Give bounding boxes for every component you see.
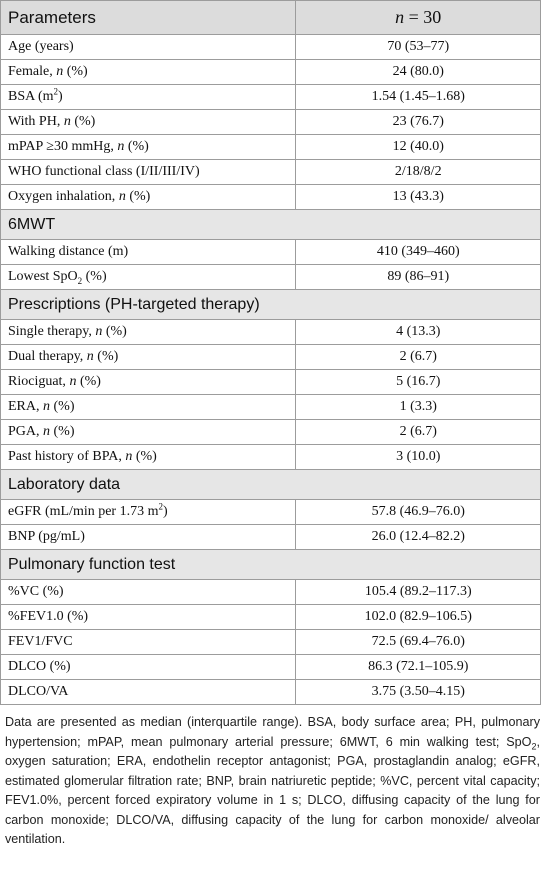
table-row (1, 345, 541, 370)
table-footnote (5, 713, 540, 850)
label-suffix: (%) (132, 449, 157, 464)
label-suffix: ) (163, 504, 168, 519)
label-suffix: (%) (82, 269, 107, 284)
label-superscript: 2 (158, 501, 163, 512)
parameter-value: 105.4 (89.2–117.3) (296, 580, 541, 605)
label-text: DLCO (%) (8, 659, 71, 674)
header-n (296, 1, 541, 35)
label-italic: n (63, 114, 71, 129)
section-label: 6MWT (1, 210, 541, 240)
parameter-value: 102.0 (82.9–106.5) (296, 605, 541, 630)
label-text: %FEV1.0 (%) (8, 609, 89, 624)
parameter-label (1, 500, 296, 525)
label-text: Lowest SpO (8, 269, 78, 284)
table-row (1, 160, 541, 185)
table-row (1, 580, 541, 605)
label-italic: n (118, 189, 126, 204)
header-n-rest: = 30 (404, 7, 442, 27)
table-body (1, 35, 541, 705)
label-italic: n (69, 374, 77, 389)
table-row (1, 320, 541, 345)
parameter-value: 1.54 (1.45–1.68) (296, 85, 541, 110)
parameter-value: 1 (3.3) (296, 395, 541, 420)
parameter-value: 26.0 (12.4–82.2) (296, 525, 541, 550)
table-row (1, 110, 541, 135)
table-row (1, 500, 541, 525)
table-row (1, 525, 541, 550)
parameter-value: 86.3 (72.1–105.9) (296, 655, 541, 680)
parameter-label (1, 345, 296, 370)
label-suffix: (%) (124, 139, 149, 154)
table-row (1, 60, 541, 85)
parameter-value: 3.75 (3.50–4.15) (296, 680, 541, 705)
label-suffix: (%) (93, 349, 119, 364)
parameter-label (1, 395, 296, 420)
parameter-label (1, 580, 296, 605)
label-text: Oxygen inhalation, (8, 189, 119, 204)
parameter-value: 5 (16.7) (296, 370, 541, 395)
parameter-label (1, 60, 296, 85)
parameter-label (1, 35, 296, 60)
parameter-label (1, 525, 296, 550)
table-row (1, 370, 541, 395)
label-text: DLCO/VA (8, 684, 69, 699)
table-row (1, 395, 541, 420)
label-text: Past history of BPA, (8, 449, 126, 464)
parameter-label (1, 320, 296, 345)
label-suffix: (%) (70, 114, 96, 129)
parameter-value: 2/18/8/2 (296, 160, 541, 185)
label-suffix: (%) (102, 324, 127, 339)
label-text: Age (years) (8, 39, 74, 54)
section-header-row (1, 470, 541, 500)
table-row (1, 420, 541, 445)
parameter-label (1, 445, 296, 470)
parameter-value: 24 (80.0) (296, 60, 541, 85)
label-suffix: (%) (50, 399, 75, 414)
table-row (1, 655, 541, 680)
footnote-part2: , oxygen saturation; ERA, endothelin receptor antagonist; PGA, prostaglandin analog; eGFR, estimated glomerular filtration rate; BNP, brain natriuretic peptide; %VC, percent vital capacity; FEV1.0%, percent forced expiratory volume in 1 s; DLCO, diffusing capacity of the lung for carbon monoxide; DLCO/VA, diffusing capacity of the lung for carbon monoxide/ alveolar ventilation. (5, 734, 540, 846)
table-row (1, 185, 541, 210)
label-superscript: 2 (53, 86, 59, 97)
label-text: WHO functional class (I/II/III/IV) (8, 164, 200, 179)
label-text: PGA, (8, 424, 44, 439)
label-suffix: (%) (125, 189, 151, 204)
label-text: Dual therapy, (8, 349, 87, 364)
parameter-value: 3 (10.0) (296, 445, 541, 470)
label-italic: n (86, 349, 94, 364)
table-row (1, 240, 541, 265)
label-text: eGFR (mL/min per 1.73 m (8, 504, 159, 519)
parameter-value: 13 (43.3) (296, 185, 541, 210)
table-header-row (1, 1, 541, 35)
label-text: %VC (%) (8, 584, 64, 599)
table-row (1, 630, 541, 655)
label-italic: n (95, 324, 103, 339)
table-row (1, 35, 541, 60)
label-suffix: ) (58, 89, 63, 104)
parameter-label (1, 655, 296, 680)
label-text: With PH, (8, 114, 64, 129)
label-text: BSA (m (8, 89, 54, 104)
label-text: FEV1/FVC (8, 634, 73, 649)
label-text: ERA, (8, 399, 43, 414)
parameter-value: 72.5 (69.4–76.0) (296, 630, 541, 655)
table-row (1, 680, 541, 705)
section-label: Pulmonary function test (1, 550, 541, 580)
parameter-value: 12 (40.0) (296, 135, 541, 160)
parameter-value: 89 (86–91) (296, 265, 541, 290)
parameter-value: 70 (53–77) (296, 35, 541, 60)
section-label: Laboratory data (1, 470, 541, 500)
label-subscript: 2 (77, 275, 83, 286)
parameter-value: 4 (13.3) (296, 320, 541, 345)
parameter-label (1, 85, 296, 110)
footnote-sub: 2 (531, 741, 537, 752)
label-italic: n (43, 424, 51, 439)
label-text: Single therapy, (8, 324, 96, 339)
parameter-label (1, 680, 296, 705)
parameter-label (1, 630, 296, 655)
parameter-value: 2 (6.7) (296, 420, 541, 445)
parameter-value: 2 (6.7) (296, 345, 541, 370)
parameter-value: 23 (76.7) (296, 110, 541, 135)
section-header-row (1, 550, 541, 580)
label-suffix: (%) (63, 64, 88, 79)
parameter-label (1, 605, 296, 630)
label-text: Female, (8, 64, 57, 79)
section-header-row (1, 210, 541, 240)
parameter-label (1, 240, 296, 265)
parameter-label (1, 160, 296, 185)
parameter-label (1, 420, 296, 445)
table-row (1, 605, 541, 630)
label-italic: n (117, 139, 125, 154)
parameter-label (1, 265, 296, 290)
table-row (1, 265, 541, 290)
header-parameters: Parameters (1, 1, 296, 35)
table-row (1, 85, 541, 110)
parameter-label (1, 185, 296, 210)
label-text: Walking distance (m) (8, 244, 129, 259)
parameter-label (1, 135, 296, 160)
header-n-italic: n (395, 7, 405, 27)
section-label: Prescriptions (PH-targeted therapy) (1, 290, 541, 320)
parameter-value: 57.8 (46.9–76.0) (296, 500, 541, 525)
parameter-value: 410 (349–460) (296, 240, 541, 265)
parameter-label (1, 110, 296, 135)
label-italic: n (56, 64, 64, 79)
label-italic: n (125, 449, 133, 464)
label-text: Riociguat, (8, 374, 70, 389)
label-suffix: (%) (76, 374, 101, 389)
section-header-row (1, 290, 541, 320)
footnote-part1: Data are presented as median (interquartile range). BSA, body surface area; PH, pulmonary hypertension; mPAP, mean pulmonary arterial pressure; 6MWT, 6 min walking test; SpO (5, 715, 540, 749)
parameter-label (1, 370, 296, 395)
label-text: mPAP ≥30 mmHg, (8, 139, 118, 154)
table-row (1, 445, 541, 470)
label-italic: n (43, 399, 50, 414)
label-suffix: (%) (50, 424, 75, 439)
table-row (1, 135, 541, 160)
label-text: BNP (pg/mL) (8, 529, 85, 544)
